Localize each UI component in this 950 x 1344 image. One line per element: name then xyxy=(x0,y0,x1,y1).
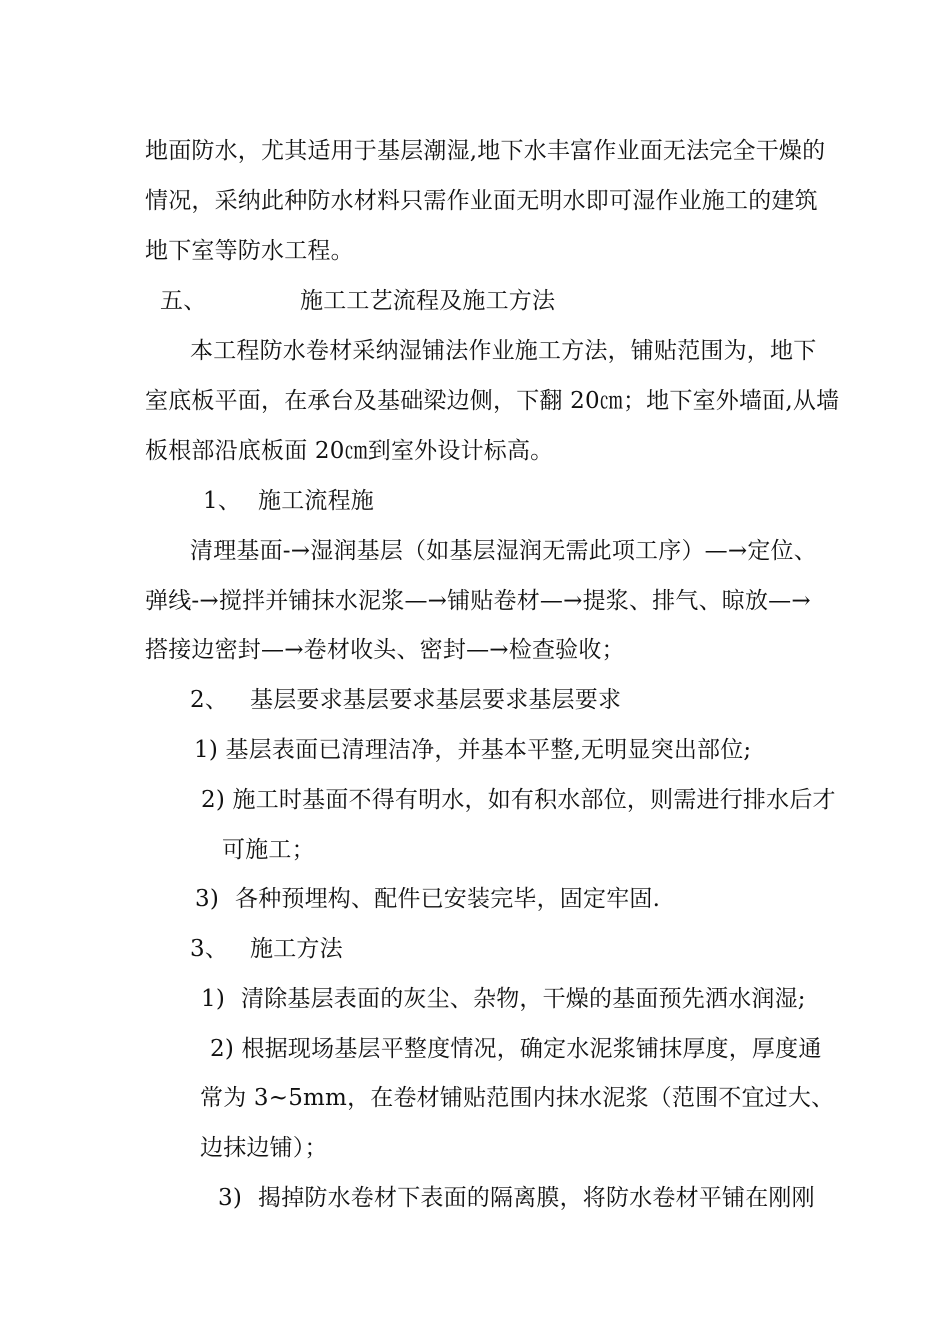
flow-line: 搭接边密封—→卷材收头、密封—→检查验收； xyxy=(145,637,625,663)
requirement-item: 2) 施工时基面不得有明水，如有积水部位，则需进行排水后才 xyxy=(201,787,836,813)
method-item-continuation: 边抹边铺）； xyxy=(200,1135,328,1161)
paragraph-line: 室底板平面，在承台及基础梁边侧，下翻 20㎝；地下室外墙面,从墙 xyxy=(145,388,840,414)
item-number: 2、 xyxy=(190,687,229,713)
section-heading: 施工工艺流程及施工方法 xyxy=(300,288,556,314)
paragraph-line: 板根部沿底板面 20㎝到室外设计标高。 xyxy=(145,438,554,464)
item-number: 1、 xyxy=(203,488,242,514)
flow-line: 清理基面-→湿润基层（如基层湿润无需此项工序）—→定位、 xyxy=(190,538,817,564)
requirement-number: 3) xyxy=(195,886,220,912)
paragraph-line: 情况，采纳此种防水材料只需作业面无明水即可湿作业施工的建筑 xyxy=(145,188,818,214)
paragraph-line: 地下室等防水工程。 xyxy=(145,238,354,264)
method-item: 2) 根据现场基层平整度情况，确定水泥浆铺抹厚度，厚度通 xyxy=(210,1036,822,1062)
requirement-item-continuation: 可施工； xyxy=(222,837,315,863)
item-number: 3、 xyxy=(190,936,229,962)
requirement-item: 1) 基层表面已清理洁净，并基本平整,无明显突出部位; xyxy=(194,737,752,763)
method-item: 揭掉防水卷材下表面的隔离膜，将防水卷材平铺在刚刚 xyxy=(258,1185,815,1211)
item-heading: 施工方法 xyxy=(250,936,343,962)
method-item-continuation: 常为 3~5mm，在卷材铺贴范围内抹水泥浆（范围不宜过大、 xyxy=(200,1085,835,1111)
method-number: 3) xyxy=(218,1185,243,1211)
paragraph-line: 本工程防水卷材采纳湿铺法作业施工方法，铺贴范围为，地下 xyxy=(190,338,817,364)
item-heading: 施工流程施 xyxy=(258,488,374,514)
flow-line: 弹线-→搅拌并铺抹水泥浆—→铺贴卷材—→提浆、排气、晾放—→ xyxy=(145,588,811,614)
section-number: 五、 xyxy=(160,288,207,314)
requirement-item: 各种预埋构、配件已安装完毕，固定牢固. xyxy=(235,886,661,912)
item-heading: 基层要求基层要求基层要求基层要求 xyxy=(250,687,622,713)
method-item: 清除基层表面的灰尘、杂物，干燥的基面预先洒水润湿; xyxy=(241,986,806,1012)
paragraph-line: 地面防水，尤其适用于基层潮湿,地下水丰富作业面无法完全干燥的 xyxy=(145,138,826,164)
method-number: 1) xyxy=(201,986,226,1012)
